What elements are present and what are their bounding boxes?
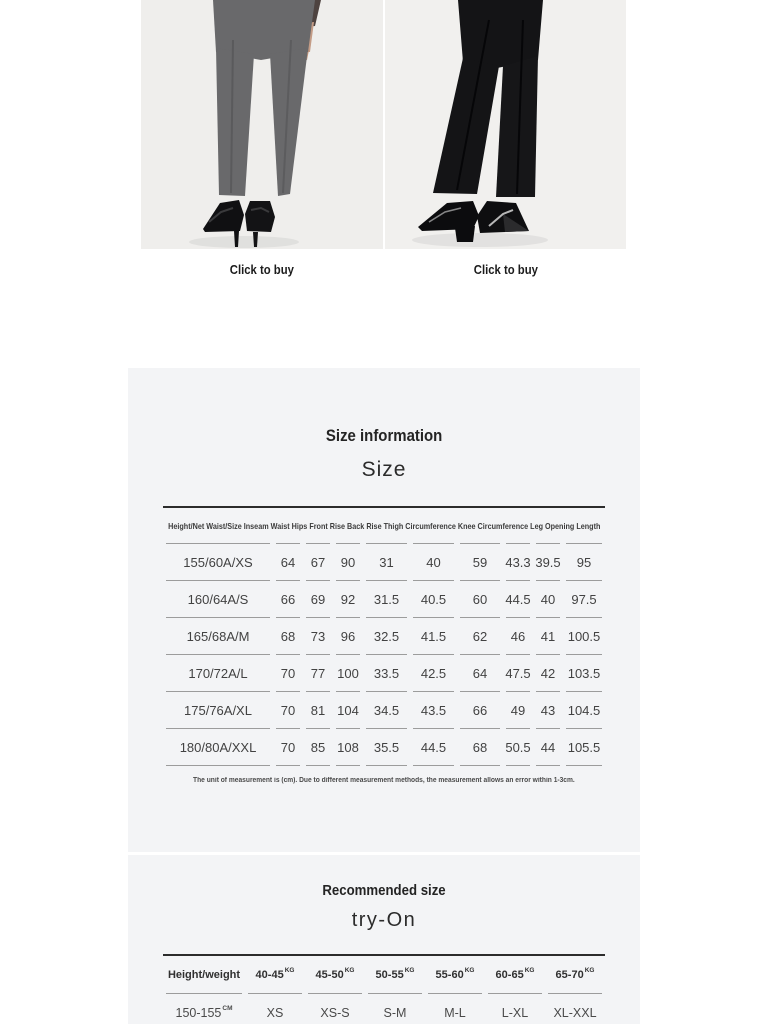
tryon-table-header-row [163,956,605,993]
size-value: 104.5 [566,692,602,729]
tryon-height-unit: CM [222,1005,233,1013]
tryon-weight-header: 65-70 $^{KG}$ [555,967,595,981]
size-row-label: 170/72A/L [166,655,270,692]
size-value: 64 [460,655,500,692]
size-value: 95 [566,544,602,581]
size-information-section [128,368,640,852]
size-value: 69 [306,581,330,618]
size-value: 108 [336,729,360,766]
tryon-weight-header: 45-50 $^{KG}$ [315,967,355,981]
tryon-size-value: XS [266,1005,284,1020]
size-value: 43.5 [413,692,454,729]
size-value: 103.5 [566,655,602,692]
size-table-header [163,508,605,543]
size-value: 44 [536,729,560,766]
size-value: 105.5 [566,729,602,766]
product-photo-black-trousers-icon[interactable] [385,0,626,249]
size-value: 104 [336,692,360,729]
size-row-label: 180/80A/XXL [166,729,270,766]
size-value: 68 [460,729,500,766]
size-value: 59 [460,544,500,581]
size-value: 33.5 [366,655,407,692]
size-value: 70 [276,729,300,766]
product-card-grey [141,0,383,277]
size-value: 68 [276,618,300,655]
tryon-weight-header: 60-65 $^{KG}$ [495,967,535,981]
tryon-size-value: S-M [383,1005,407,1020]
size-value: 49 [506,692,530,729]
size-table-row [163,692,605,729]
size-table-row [163,618,605,655]
tryon-table-row [163,994,605,1024]
tryon-size-value: XL-XXL [553,1005,597,1020]
size-value: 73 [306,618,330,655]
tryon-size-value: XS-S [320,1005,350,1020]
tryon-weight-header: 50-55 $^{KG}$ [375,967,415,981]
size-value: 44.5 [506,581,530,618]
size-value: 96 [336,618,360,655]
size-table-note: The unit of measurement is (cm). Due to different measurement methods, the measurement allows an error within 1-3cm. [193,777,575,784]
tryon-size-value: M-L [444,1005,466,1020]
tryon-size-value: L-XL [501,1005,529,1020]
product-photos [141,0,626,277]
buy-link-black[interactable]: Click to buy [473,262,538,277]
tryon-weight-header: 55-60 $^{KG}$ [435,967,475,981]
size-table-row [163,544,605,581]
tryon-height-cell [166,994,242,1024]
size-value: 40 [536,581,560,618]
size-row-label: 165/68A/M [166,618,270,655]
tryon-corner-header: Height/weight [167,968,241,981]
size-value: 70 [276,655,300,692]
size-row-label: 155/60A/XS [166,544,270,581]
tryon-weight-header: 40-45 $^{KG}$ [255,967,295,981]
product-card-black [385,0,626,277]
size-value: 42 [536,655,560,692]
size-table-row [163,729,605,766]
size-value: 47.5 [506,655,530,692]
size-value: 44.5 [413,729,454,766]
size-row-label: 160/64A/S [166,581,270,618]
size-value: 64 [276,544,300,581]
size-section-title: Size information [325,426,443,445]
size-value: 42.5 [413,655,454,692]
size-value: 97.5 [566,581,602,618]
size-value: 60 [460,581,500,618]
product-photo-grey-trousers-icon[interactable] [141,0,383,249]
size-value: 41 [536,618,560,655]
size-value: 43.3 [506,544,530,581]
size-value: 92 [336,581,360,618]
recommended-size-section [128,855,640,1024]
recommended-section-subtitle: try-On [351,909,417,931]
size-value: 100.5 [566,618,602,655]
size-value: 43 [536,692,560,729]
size-value: 66 [276,581,300,618]
size-table-row [163,655,605,692]
size-value: 32.5 [366,618,407,655]
size-value: 35.5 [366,729,407,766]
size-value: 90 [336,544,360,581]
size-value: 66 [460,692,500,729]
size-value: 81 [306,692,330,729]
size-value: 40 [413,544,454,581]
size-value: 50.5 [506,729,530,766]
size-value: 34.5 [366,692,407,729]
size-value: 40.5 [413,581,454,618]
size-value: 85 [306,729,330,766]
size-value: 77 [306,655,330,692]
size-value: 67 [306,544,330,581]
size-value: 39.5 [536,544,560,581]
size-value: 100 [336,655,360,692]
tryon-table [163,954,605,1024]
size-value: 41.5 [413,618,454,655]
buy-link-grey[interactable]: Click to buy [229,262,295,277]
size-value: 62 [460,618,500,655]
size-value: 70 [276,692,300,729]
size-row-label: 175/76A/XL [166,692,270,729]
size-table-header-text: Height/Net Waist/Size Inseam Waist Hips Front Rise Back Rise Thigh Circumference Knee Circumference Leg Opening Length [167,520,601,531]
tryon-height-range: 150-155 [175,1005,222,1020]
size-value: 46 [506,618,530,655]
size-table-row [163,581,605,618]
size-value: 31.5 [366,581,407,618]
recommended-section-title: Recommended size [322,882,446,899]
size-value: 31 [366,544,407,581]
size-table [163,506,605,784]
size-section-subtitle: Size [361,458,407,481]
size-table-rows [163,544,605,766]
